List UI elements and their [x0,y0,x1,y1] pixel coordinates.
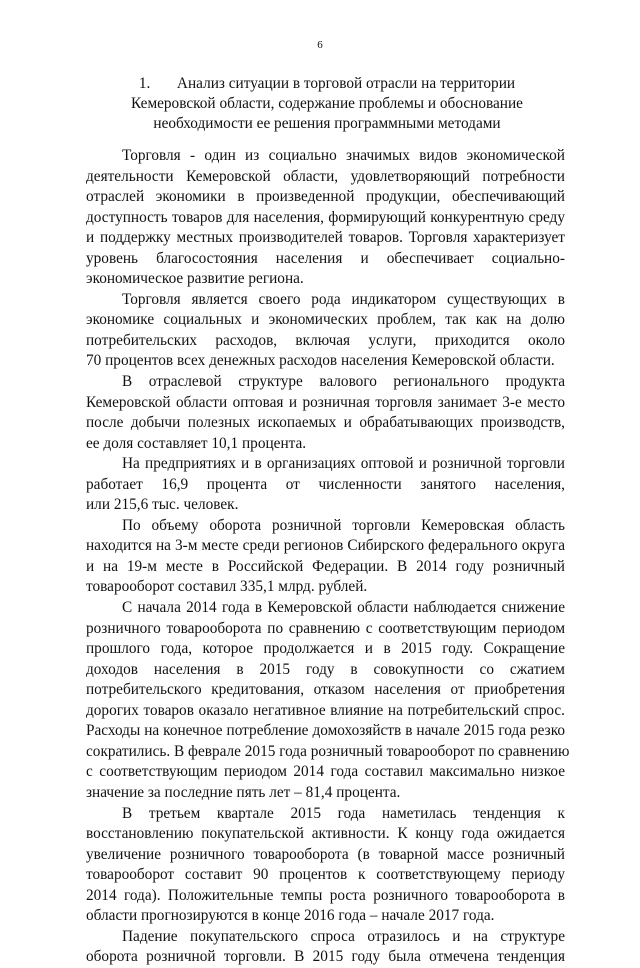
heading-line: Кемеровской области, содержание проблемы и обоснование [131,95,523,112]
paragraph-line: потребительских расходов, включая услуги, приходится около [86,331,565,349]
paragraph-line: доступность товаров для населения, формирующий конкурентную среду [86,208,565,226]
paragraph-line: после добычи полезных ископаемых и обрабатывающих производств, [86,414,565,432]
paragraph-line: Кемеровской области оптовая и розничная торговля занимает 3-е место [86,393,565,411]
paragraph-line: По объему оборота розничной торговли Кемеровская область [122,516,565,534]
paragraph-line: и на 19-м месте в Российской Федерации. В 2014 году розничный [86,557,565,575]
heading-line: необходимости ее решения программными методами [153,115,501,132]
paragraph [86,290,565,372]
paragraph-line: оборота розничной торговли. В 2015 году была отмечена тенденция [86,948,565,966]
paragraph [86,372,565,454]
paragraph-line: находится на 3-м месте среди регионов Сибирского федерального округа [86,537,565,555]
paragraph-line: деятельности Кемеровской области, удовлетворяющий потребности [86,167,565,185]
paragraph-line: уровень благосостояния населения и обеспечивает социально- [86,249,565,267]
paragraph [86,454,565,516]
paragraph-line: экономике социальных и экономических проблем, так как на долю [86,311,565,329]
paragraph-line: дорогих товаров оказало негативное влияние на потребительский спрос. [86,701,565,719]
paragraph-line: ее доля составляет 10,1 процента. [86,434,307,452]
paragraph-line: товарооборот составил 335,1 млрд. рублей. [86,578,368,596]
paragraph-line: сократились. В феврале 2015 года розничный товарооборот по сравнению [86,742,570,760]
section-heading [88,74,566,134]
paragraph-line: С начала 2014 года в Кемеровской области наблюдается снижение [122,599,565,617]
paragraph [86,146,565,290]
paragraph-line: 2014 года). Положительные темпы роста розничного товарооборота в [86,886,565,904]
paragraph [86,804,565,927]
paragraph-line: Торговля - один из социально значимых видов экономической [122,147,565,164]
page-number: 6 [317,39,323,51]
paragraph-line: значение за последние пять лет – 81,4 процента. [86,783,401,801]
paragraph-line: и поддержку местных производителей товаров. Торговля характеризует [86,229,565,247]
paragraph-line: прошлого года, которое продолжается и в 2015 году. Сокращение [86,640,565,658]
paragraph-line: розничного товарооборота по сравнению с соответствующим периодом [86,619,565,637]
paragraph-line: экономическое развитие региона. [86,270,304,288]
paragraph [86,927,565,968]
paragraph-line: В третьем квартале 2015 года наметилась тенденция к [122,804,565,822]
paragraph-line: товарооборот составит 90 процентов к соответствующему периоду [86,866,565,884]
paragraph-line: отраслей экономики в произведенной продукции, обеспечивающий [86,188,565,206]
paragraph [86,598,570,803]
paragraph-line: восстановлению покупательской активности. К концу года ожидается [86,825,565,843]
paragraph-line: Торговля является своего рода индикатором существующих в [122,290,565,308]
paragraph-line: 70 процентов всех денежных расходов населения Кемеровской области. [86,352,555,370]
paragraph [86,516,565,598]
heading-line [88,74,566,94]
body-text [86,146,570,968]
heading-number: 1. [138,75,151,92]
paragraph-line: или 215,6 тыс. человек. [86,496,239,514]
paragraph-line: доходов населения в 2015 году в совокупности со сжатием [86,660,565,678]
paragraph-line: Расходы на конечное потребление домохозяйств в начале 2015 года резко [86,722,565,740]
paragraph-line: В отраслевой структуре валового регионального продукта [122,373,565,391]
paragraph-line: области прогнозируются в конце 2016 года – начале 2017 года. [86,907,495,925]
paragraph-line: с соответствующим периодом 2014 года составил максимально низкое [86,763,565,781]
paragraph-line: увеличение розничного товарооборота (в товарной массе розничный [86,845,565,863]
paragraph-line: На предприятиях и в организациях оптовой и розничной торговли [122,455,565,473]
paragraph-line: потребительского кредитования, отказом населения от приобретения [86,681,565,699]
paragraph-line: Падение покупательского спроса отразилось и на структуре [122,927,565,945]
paragraph-line: работает 16,9 процента от численности занятого населения, [86,475,565,493]
heading-text: Анализ ситуации в торговой отрасли на территории [176,75,516,92]
